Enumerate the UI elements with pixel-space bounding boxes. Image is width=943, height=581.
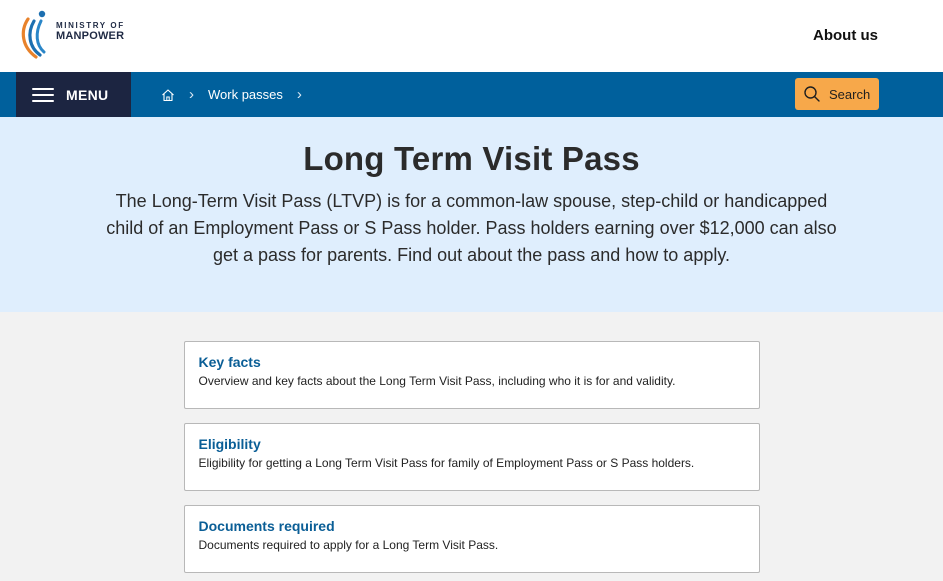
chevron-right-icon: ›	[189, 86, 194, 103]
card-title[interactable]: Documents required	[198, 518, 335, 534]
nav-bar	[0, 72, 943, 117]
card-key-facts[interactable]	[184, 341, 760, 409]
card-description: Overview and key facts about the Long Term Visit Pass, including who it is for and validity.	[198, 374, 676, 388]
logo-line-2: MANPOWER	[56, 30, 125, 43]
chevron-right-icon: ›	[296, 86, 302, 103]
menu-label: MENU	[66, 86, 109, 103]
home-icon[interactable]	[161, 88, 175, 102]
page-intro: The Long-Term Visit Pass (LTVP) is for a common-law spouse, step-child or handicapped child of an Employment Pass or S Pass holder. Pass holders earning over $12,000 can also get a pass for parents. Find out about the pass and how to apply.	[106, 191, 837, 265]
card-description: Documents required to apply for a Long Term Visit Pass.	[198, 538, 499, 552]
page-title: Long Term Visit Pass	[303, 140, 640, 177]
hamburger-icon	[32, 88, 54, 102]
search-label: Search	[829, 86, 871, 102]
breadcrumb	[161, 72, 316, 117]
search-icon	[803, 85, 821, 103]
card-description: Eligibility for getting a Long Term Visit Pass for family of Employment Pass or S Pass holders.	[198, 456, 695, 470]
card-title[interactable]: Eligibility	[198, 436, 261, 452]
mom-logo-icon	[14, 9, 54, 63]
about-us-link[interactable]: About us	[813, 27, 878, 44]
search-button[interactable]	[795, 78, 879, 110]
card-eligibility[interactable]	[184, 423, 760, 491]
logo-line-1: MINISTRY OF	[56, 21, 125, 31]
logo-text	[56, 21, 125, 43]
topic-cards	[0, 312, 943, 573]
hero-banner	[0, 117, 943, 312]
menu-button[interactable]	[16, 72, 131, 117]
card-title[interactable]: Key facts	[198, 354, 261, 370]
card-documents-required[interactable]	[184, 505, 760, 573]
mom-logo[interactable]	[14, 9, 125, 63]
breadcrumb-work-passes[interactable]: Work passes	[208, 87, 283, 102]
site-header	[0, 0, 943, 72]
